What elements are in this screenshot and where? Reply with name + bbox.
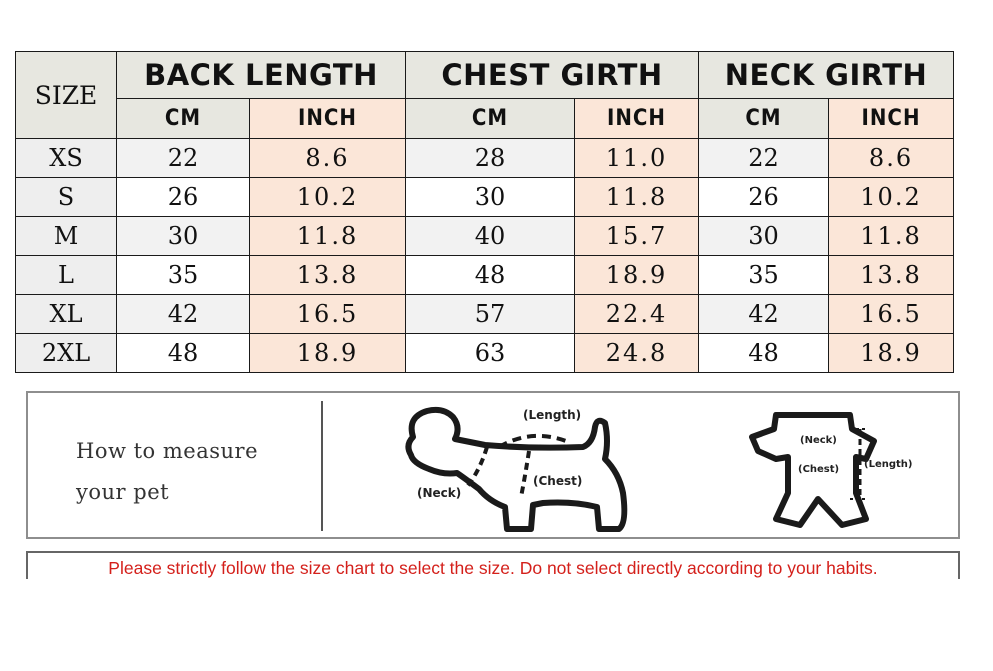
back-length-inch-cell: 18.9 — [250, 334, 406, 373]
size-cell: XL — [16, 295, 117, 334]
size-notice: Please strictly follow the size chart to select the size. Do not select directly according to your habits. — [26, 551, 960, 579]
table-row — [16, 334, 954, 373]
neck-girth-inch-cell: 18.9 — [829, 334, 954, 373]
back-length-cm-cell: 48 — [117, 334, 250, 373]
top-length-label: (Length) — [864, 459, 913, 470]
chest-girth-inch-cell: 22.4 — [575, 295, 699, 334]
chest-girth-inch-cell: 24.8 — [575, 334, 699, 373]
neck-girth-inch-cell: 13.8 — [829, 256, 954, 295]
chest-girth-cm-cell: 30 — [406, 178, 575, 217]
chest-girth-inch-cell: 18.9 — [575, 256, 699, 295]
size-column-header: SIZE — [16, 52, 117, 139]
unit-header-inch: INCH — [250, 99, 406, 139]
chest-girth-cm-cell: 57 — [406, 295, 575, 334]
side-neck-label: (Neck) — [417, 486, 462, 500]
back-length-cm-cell: 22 — [117, 139, 250, 178]
size-chart-table — [15, 51, 954, 373]
back-length-inch-cell: 11.8 — [250, 217, 406, 256]
neck-girth-cm-cell: 42 — [699, 295, 829, 334]
neck-girth-inch-cell: 10.2 — [829, 178, 954, 217]
back-length-cm-cell: 35 — [117, 256, 250, 295]
back-length-inch-cell: 16.5 — [250, 295, 406, 334]
top-chest-label: (Chest) — [798, 464, 840, 475]
unit-header-inch: INCH — [575, 99, 699, 139]
back-length-cm-cell: 42 — [117, 295, 250, 334]
size-cell: L — [16, 256, 117, 295]
table-row — [16, 217, 954, 256]
chest-girth-header: CHEST GIRTH — [406, 52, 699, 99]
chest-girth-cm-cell: 63 — [406, 334, 575, 373]
neck-girth-cm-cell: 26 — [699, 178, 829, 217]
size-cell: S — [16, 178, 117, 217]
neck-girth-cm-cell: 35 — [699, 256, 829, 295]
side-length-label: (Length) — [523, 408, 582, 422]
back-length-inch-cell: 8.6 — [250, 139, 406, 178]
neck-girth-cm-cell: 48 — [699, 334, 829, 373]
chest-girth-cm-cell: 28 — [406, 139, 575, 178]
neck-girth-inch-cell: 11.8 — [829, 217, 954, 256]
chest-girth-inch-cell: 11.0 — [575, 139, 699, 178]
neck-girth-inch-cell: 16.5 — [829, 295, 954, 334]
side-chest-label: (Chest) — [533, 474, 583, 488]
unit-header-cm: CM — [699, 99, 829, 139]
chest-girth-inch-cell: 11.8 — [575, 178, 699, 217]
table-row — [16, 139, 954, 178]
unit-header-cm: CM — [406, 99, 575, 139]
table-row — [16, 178, 954, 217]
measure-caption — [76, 431, 306, 513]
garment-top-view-icon — [718, 401, 918, 531]
unit-header-cm: CM — [117, 99, 250, 139]
back-length-cm-cell: 30 — [117, 217, 250, 256]
back-length-cm-cell: 26 — [117, 178, 250, 217]
panel-divider — [321, 401, 323, 531]
size-cell: XS — [16, 139, 117, 178]
measure-caption-line2: your pet — [76, 480, 170, 504]
table-row — [16, 295, 954, 334]
back-length-header: BACK LENGTH — [117, 52, 406, 99]
neck-girth-inch-cell: 8.6 — [829, 139, 954, 178]
dog-side-view-icon — [383, 397, 643, 537]
back-length-inch-cell: 13.8 — [250, 256, 406, 295]
neck-girth-cm-cell: 30 — [699, 217, 829, 256]
neck-girth-header: NECK GIRTH — [699, 52, 954, 99]
neck-girth-cm-cell: 22 — [699, 139, 829, 178]
size-cell: M — [16, 217, 117, 256]
chest-girth-inch-cell: 15.7 — [575, 217, 699, 256]
chest-girth-cm-cell: 48 — [406, 256, 575, 295]
back-length-inch-cell: 10.2 — [250, 178, 406, 217]
size-cell: 2XL — [16, 334, 117, 373]
how-to-measure-panel — [26, 391, 960, 539]
table-row — [16, 256, 954, 295]
chest-girth-cm-cell: 40 — [406, 217, 575, 256]
top-neck-label: (Neck) — [800, 435, 837, 446]
unit-header-inch: INCH — [829, 99, 954, 139]
measure-caption-line1: How to measure — [76, 439, 258, 463]
